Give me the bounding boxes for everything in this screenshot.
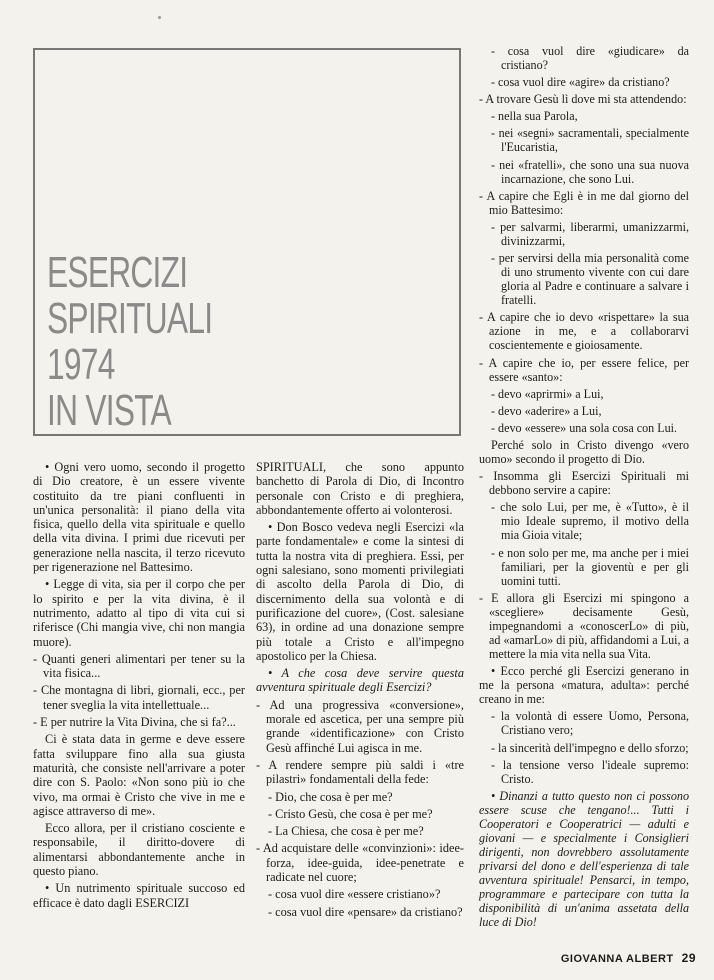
title-line: SPIRITUALI: [47, 294, 213, 343]
paragraph: - Ad acquistare delle «convinzioni»: idee-forza, idee-guida, idee-penetrate e radicate nel cuore;: [256, 841, 464, 885]
list-item: - La Chiesa, che cosa è per me?: [268, 824, 424, 839]
paragraph: • Un nutrimento spirituale succoso ed efficace è dato dagli ESERCIZI: [33, 881, 245, 910]
paragraph: Ecco allora, per il cristiano cosciente e responsabile, il diritto-dovere di alimentarsi abbondantemente anche in questo piano.: [33, 821, 245, 879]
paragraph: - A capire che Egli è in me dal giorno del mio Battesimo:: [479, 188, 689, 217]
paragraph: • Ecco perché gli Esercizi generano in me la persona «matura, adulta»: perché creano in me:: [479, 664, 689, 707]
paragraph: - Insomma gli Esercizi Spirituali mi debbono servire a capire:: [479, 469, 689, 498]
paragraph: - E per nutrire la Vita Divina, che si fa?...: [33, 715, 236, 730]
list-item: - nei «fratelli», che sono una sua nuova incarnazione, che sono Lui.: [491, 157, 689, 186]
list-item: - cosa vuol dire «giudicare» da cristiano?: [491, 44, 689, 73]
list-item: - devo «essere» una sola cosa con Lui.: [491, 420, 678, 435]
paragraph: SPIRITUALI, che sono appunto banchetto di Parola di Dio, di Incontro personale con Cristo e di preghiera, abbondantemente offerto ai volonterosi.: [256, 460, 464, 517]
paragraph: • Dinanzi a tutto questo non ci possono essere scuse che tengano!... Tutti i Cooperatori e Cooperatrici — adulti e giovani — e specialmente i Consiglieri dirigenti, non dovrebbero assolutamente privarsi del dono e dell'esperienza di tale avventura spirituale! Pensarci, in tempo, programmare e partecipare con tutta la disponibilità di un'anima assetata della luce di Dio!: [479, 788, 689, 930]
title-line: 1974: [47, 340, 115, 389]
list-item: - cosa vuol dire «agire» da cristiano?: [491, 75, 670, 90]
title-line: ESERCIZI: [47, 248, 188, 297]
paragraph: - A capire che io devo «rispettare» la sua azione in me, e a collaborarvi coscientemente e gioiosamente.: [479, 310, 689, 353]
paragraph: - A capire che io, per essere felice, per essere «santo»:: [479, 355, 689, 384]
page-number: 29: [681, 951, 696, 965]
list-item: - la sincerità dell'impegno e dello sforzo;: [491, 740, 689, 755]
title-line: IN VISTA: [47, 386, 171, 435]
text-column-1: [33, 460, 245, 913]
list-item: - per servirsi della mia personalità come di uno strumento vivente con cui dare gloria al Padre e continuare a salvare i fratelli.: [491, 251, 689, 308]
paragraph: • Don Bosco vedeva negli Esercizi «la parte fondamentale» e come la sintesi di tutta la nostra vita di preghiera. Essi, per ogni salesiano, sono momenti privilegiati di ascolto della Parola di Dio, di discernimento della sua volontà e di purificazione del cuore», (Cost. salesiane 63), in ordine ad una donazione sempre più totale a Cristo e all'impegno apostolico per la Chiesa.: [256, 520, 464, 663]
list-item: - cosa vuol dire «essere cristiano»?: [268, 887, 441, 902]
paragraph: • Ogni vero uomo, secondo il progetto di Dio creatore, è un essere vivente costituito da tre piani confluenti in un'unica personalità: il piano della vita fisica, quello della vita spirituale e quello della vita divina. I primi due ricevuti per generazione nella nascita, il terzo ricevuto per rigenerazione nel Battesimo.: [33, 460, 245, 575]
list-item: - e non solo per me, ma anche per i miei familiari, per la gioventù e per gli uomini tutti.: [491, 545, 689, 588]
list-item: - la tensione verso l'ideale supremo: Cristo.: [491, 757, 689, 786]
paragraph: - A rendere sempre più saldi i «tre pilastri» fondamentali della fede:: [256, 757, 464, 787]
list-item: - nei «segni» sacramentali, specialmente l'Eucaristia,: [491, 126, 689, 155]
paragraph: - Ad una progressiva «conversione», morale ed ascetica, per una sempre più grande «identificazione» con Cristo Gesù affinché Lui agisca in me.: [256, 697, 464, 755]
list-item: - devo «aprirmi» a Lui,: [491, 386, 604, 401]
text-column-2: [256, 460, 464, 922]
list-item: - nella sua Parola,: [491, 109, 578, 124]
list-item: - per salvarmi, liberarmi, umanizzarmi, divinizzarmi,: [491, 219, 689, 248]
list-item: - cosa vuol dire «pensare» da cristiano?: [268, 904, 463, 919]
page-footer: [561, 951, 696, 965]
title-frame: [33, 48, 461, 436]
paragraph: Ci è stata data in germe e deve essere fatta sviluppare fino alla sua giusta maturità, che consiste nell'arrivare a poter dire con S. Paolo: «Non sono più io che vivo, ma ormai è Cristo che vive in me e agisce attraverso di me».: [33, 732, 245, 818]
paragraph: - Che montagna di libri, giornali, ecc., per tener sveglia la vita intellettuale...: [33, 683, 245, 712]
list-item: - che solo Lui, per me, è «Tutto», è il mio Ideale supremo, il motivo della mia Gioia vitale;: [491, 500, 689, 543]
list-item: - Dio, che cosa è per me?: [268, 789, 393, 804]
list-item: - devo «aderire» a Lui,: [491, 403, 602, 418]
paragraph: - Quanti generi alimentari per tener su la vita fisica...: [33, 651, 245, 681]
paragraph: - A trovare Gesù lì dove mi sta attendendo:: [479, 92, 687, 107]
paragraph: • Legge di vita, sia per il corpo che per lo spirito e per la vita divina, è il nutrimento, adatto al tipo di vita cui si riferisce (Chi mangia vive, chi non mangia muore).: [33, 577, 245, 649]
author-name: GIOVANNA ALBERT: [560, 953, 674, 965]
text-column-3: [479, 44, 689, 933]
list-item: - la volontà di essere Uomo, Persona, Cristiano vero;: [491, 709, 689, 738]
article-title: [47, 250, 212, 434]
print-speck: [158, 16, 161, 19]
paragraph: - E allora gli Esercizi mi spingono a «scegliere» decisamente Gesù, impegnandomi a «conoscerLo» di più, ad «amarLo» di più, affidandomi a Lui, a mettere la mia vita nella sua Vita.: [479, 590, 689, 662]
paragraph: • A che cosa deve servire questa avventura spirituale degli Esercizi?: [256, 666, 464, 695]
list-item: - Cristo Gesù, che cosa è per me?: [268, 806, 433, 821]
paragraph: Perché solo in Cristo divengo «vero uomo» secondo il progetto di Dio.: [479, 437, 689, 467]
